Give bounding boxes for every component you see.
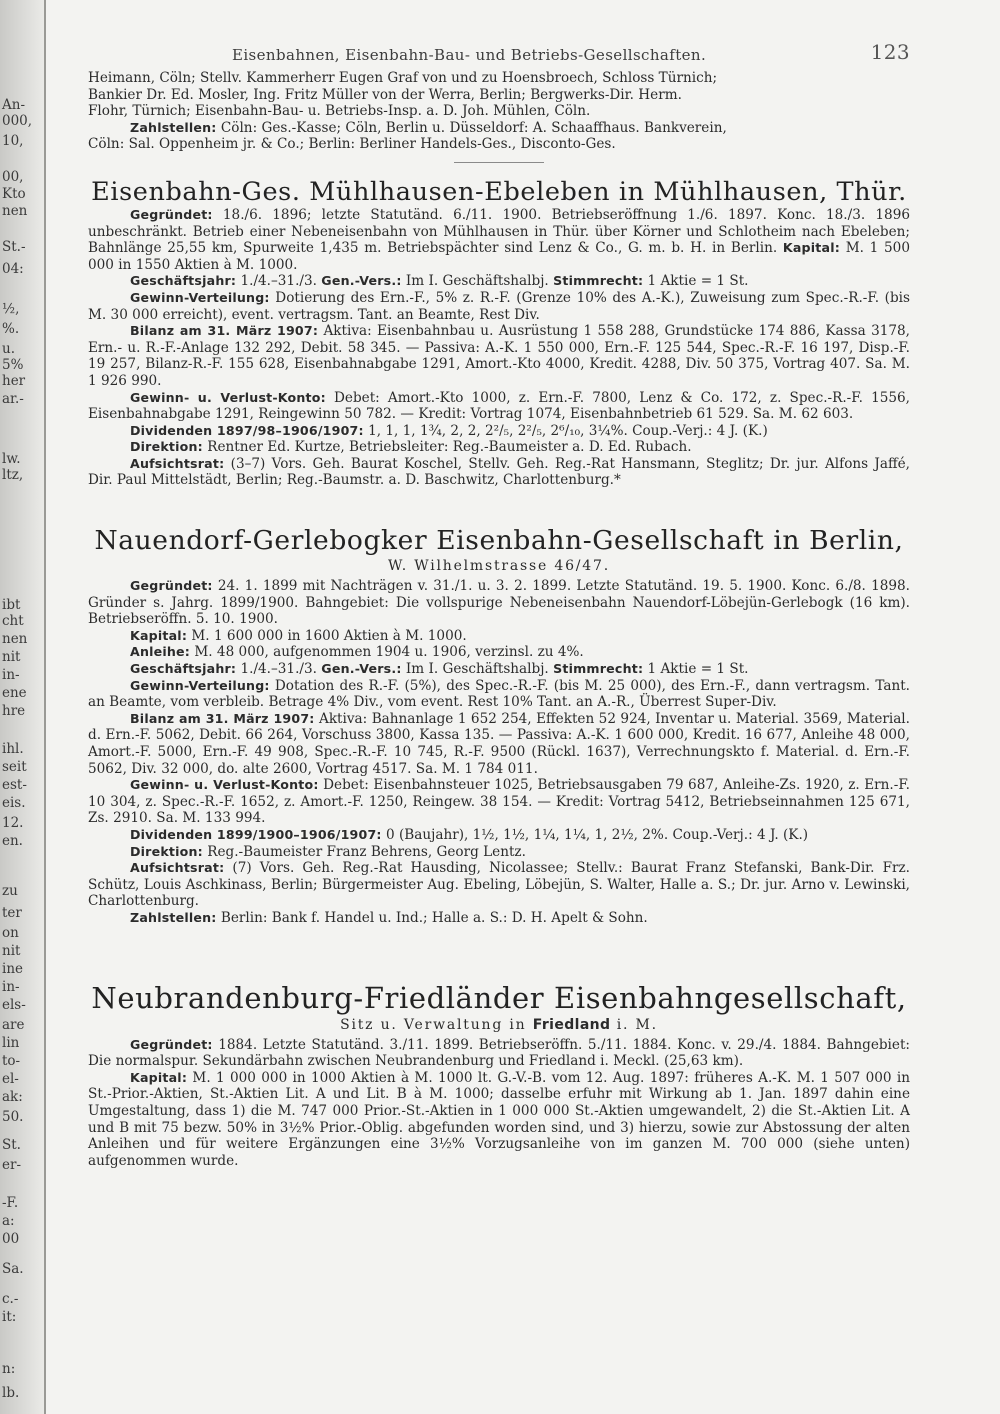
- facing-page-fragment: 000,: [2, 113, 33, 129]
- field-key: Gen.-Vers.:: [321, 661, 402, 677]
- field-key: Kapital:: [782, 240, 840, 256]
- field-text: Aktiva: Eisenbahnbau u. Ausrüstung 1 558 288, Grundstücke 174 886, Kassa 3178, Ern.- u. R.-F.-Anlage 132 292, Debit. 58 345. — Passiva: A.-K. 1 550 000, Ern.-F. 125 544, Spec.-R.-F. 16 197, Disp.-F. 19 257, Bilanz-R.-F. 155 628, Eisenbahnabgabe 1291, Amort.-Kto 4000, Kredit. 4288, Div. 50 375, Vortrag 407. Sa. M. 1 926 990.: [88, 323, 910, 389]
- entry-body: [88, 207, 910, 489]
- facing-page-fragment: nen: [2, 203, 28, 219]
- field-text: Dotierung des Ern.-F., 5% z. R.-F. (Grenze 10% des A.-K.), Zuweisung zum Spec.-R.-F. (bis M. 30 000 erreicht), event. vertragsm. Tant. an Beamte, Rest Div.: [88, 289, 910, 323]
- facing-page-fragment: el-: [2, 1071, 19, 1087]
- facing-page-fragment: -F.: [2, 1195, 19, 1211]
- field-direktion: [88, 439, 910, 456]
- field-text: 1, 1, 1, 1¾, 2, 2, 2²/₅, 2²/₅, 2⁶/₁₀, 3¼%. Coup.-Verj.: 4 J. (K.): [368, 422, 768, 439]
- facing-page-fragment: seit: [2, 759, 27, 775]
- running-header: [88, 36, 910, 70]
- field-text: Aktiva: Bahnanlage 1 652 254, Effekten 52 924, Inventar u. Material. 3569, Material. d. Ern.-F. 5062, Debit. 66 264, Vorschuss 3800, Kassa 135. — Passiva: A.-K. 1 600 000, Kredit. 16 677, Anleihe 48 000, Amort.-F. 5000, Ern.-F. 49 908, Spec.-R.-F. 10 745, R.-F. 9500 (Rückl. 1637), Verrechnungskto f. Material. d. Ern.-F. 5062, Div. 32 000, do. alte 2600, Vortrag 4517. Sa. M. 1 784 011.: [88, 710, 910, 777]
- field-key: Gegründet:: [130, 578, 213, 594]
- field-text: Berlin: Bank f. Handel u. Ind.; Halle a. S.: D. H. Apelt & Sohn.: [220, 909, 648, 926]
- field-text: 1./4.–31./3.: [240, 661, 317, 678]
- intro-line: Cöln: Sal. Oppenheim jr. & Co.; Berlin: Berliner Handels-Ges., Disconto-Ges.: [88, 136, 616, 153]
- page: [88, 36, 910, 1169]
- entry-body: [88, 578, 910, 926]
- field-text: Dotation des R.-F. (5%), des Spec.-R.-F. (bis M. 25 000), des Ern.-F., dann vertragsm. Tant. an Beamte, vom verbleib. Betrage 4% Div., vom event. Rest 10% Tant. an A.-R., Überrest Super-Div.: [88, 677, 910, 711]
- field-gegruendet: [88, 207, 910, 273]
- field-key: Zahlstellen:: [130, 909, 217, 925]
- field-text: Debet: Amort.-Kto 1000, z. Ern.-F. 7800, Lenz & Co. 172, z. Spec.-R.-F. 1556, Eisenbahnabgabe 1291, Reingewinn 50 782. — Kredit: Vortrag 1074, Eisenbahnbetrieb 61 529. Sa. M. 62 603.: [88, 389, 910, 423]
- entry-title: Eisenbahn-Ges. Mühlhausen-Ebeleben in Mühlhausen, Thür.: [91, 176, 907, 207]
- field-key: Direktion:: [130, 843, 203, 859]
- facing-page-fragment: Sa.: [2, 1261, 24, 1277]
- field-geschaeftsjahr: [88, 273, 910, 290]
- field-dividenden: [88, 423, 910, 440]
- field-gewinn-verteilung: [88, 678, 910, 711]
- field-text: Rentner Ed. Kurtze, Betriebsleiter: Reg.-Baumeister a. D. Ed. Rubach.: [207, 439, 692, 456]
- field-key: Geschäftsjahr:: [130, 273, 237, 289]
- field-key: Stimmrecht:: [553, 661, 644, 677]
- field-dividenden: [88, 827, 910, 844]
- field-key: Bilanz am 31. März 1907:: [130, 710, 315, 726]
- facing-page-fragment: est-: [2, 777, 27, 793]
- entry-subtitle: W. Wilhelmstrasse 46/47.: [388, 558, 610, 575]
- field-text: Im I. Geschäftshalbj.: [405, 661, 549, 678]
- facing-page-fragment: lb.: [2, 1385, 20, 1401]
- intro-line: Bankier Dr. Ed. Mosler, Ing. Fritz Müller von der Werra, Berlin; Bergwerks-Dir. Herm.: [88, 86, 682, 103]
- field-aufsichtsrat: [88, 860, 910, 910]
- facing-page-fragment: u.: [2, 341, 15, 357]
- facing-page-fragment: St.: [2, 1137, 21, 1153]
- facing-page-fragment: nit: [2, 649, 21, 665]
- facing-page-fragment: Kto: [2, 186, 26, 202]
- subtitle-pre: Sitz u. Verwaltung in: [340, 1016, 527, 1033]
- facing-page-fragment: lw.: [2, 451, 21, 467]
- field-text: 1./4.–31./3.: [240, 273, 317, 290]
- field-key: Kapital:: [130, 1069, 188, 1085]
- facing-page-fragment: n:: [2, 1361, 16, 1377]
- facing-page-fragment: 50.: [2, 1109, 24, 1125]
- field-bilanz: [88, 323, 910, 389]
- field-key: Bilanz am 31. März 1907:: [130, 323, 319, 339]
- facing-page-fragment: els-: [2, 997, 26, 1013]
- field-text: 1 Aktie = 1 St.: [647, 661, 749, 678]
- facing-page-fragment: ihl.: [2, 741, 24, 757]
- field-key: Gegründet:: [130, 206, 213, 222]
- facing-page-fragment: nit: [2, 943, 21, 959]
- entry-nauendorf-gerlebogker: [88, 525, 910, 926]
- entry-spacer: [88, 927, 910, 981]
- field-gewinn-verlust-konto: [88, 777, 910, 827]
- field-key: Gewinn- u. Verlust-Konto:: [130, 777, 319, 793]
- facing-page-fragment: St.-: [2, 239, 26, 255]
- field-text: Reg.-Baumeister Franz Behrens, Georg Lentz.: [207, 843, 526, 860]
- subtitle-post: i. M.: [616, 1016, 658, 1033]
- field-zahlstellen: [88, 910, 910, 927]
- facing-page-fragments: [0, 0, 42, 1414]
- intro-line: Heimann, Cöln; Stellv. Kammerherr Eugen Graf von und zu Hoensbroech, Schloss Türnich;: [88, 70, 718, 86]
- field-key: Aufsichtsrat:: [130, 860, 225, 876]
- field-kapital: [88, 628, 910, 645]
- facing-page-fragment: in-: [2, 979, 20, 995]
- field-kapital: [88, 1070, 910, 1170]
- field-key: Stimmrecht:: [553, 273, 644, 289]
- entry-title: Nauendorf-Gerlebogker Eisenbahn-Gesellschaft in Berlin,: [94, 525, 904, 557]
- facing-page-fragment: ibt: [2, 597, 21, 613]
- field-aufsichtsrat: [88, 456, 910, 489]
- facing-page-fragment: a:: [2, 1213, 15, 1229]
- entry-neubrandenburg-friedlaender: [88, 981, 910, 1170]
- field-text: M. 48 000, aufgenommen 1904 u. 1906, verzinsl. zu 4%.: [194, 644, 584, 661]
- facing-page-fragment: ter: [2, 905, 22, 921]
- facing-page-fragment: ½,: [2, 301, 20, 317]
- field-text: Cöln: Ges.-Kasse; Cöln, Berlin u. Düsseldorf: A. Schaaffhaus. Bankverein,: [220, 119, 727, 136]
- intro-block: [88, 70, 910, 153]
- field-text: 1 Aktie = 1 St.: [647, 273, 749, 290]
- facing-page-fragment: 00: [2, 1231, 20, 1247]
- facing-page-fragment: eis.: [2, 795, 26, 811]
- facing-page-fragment: hre: [2, 703, 26, 719]
- field-key: Dividenden 1899/1900–1906/1907:: [130, 826, 382, 842]
- facing-page-fragment: en.: [2, 833, 23, 849]
- field-key: Kapital:: [130, 627, 188, 643]
- field-text: M. 1 600 000 in 1600 Aktien à M. 1000.: [191, 627, 467, 644]
- facing-page-fragment: to-: [2, 1053, 21, 1069]
- field-key: Anleihe:: [130, 644, 191, 660]
- field-bilanz: [88, 711, 910, 777]
- field-text: 18./6. 1896; letzte Statutänd. 6./11. 1900. Betriebseröffnung 1./6. 1897. Konc. 18./3. 1896 unbeschränkt. Betrieb einer Nebeneisenbahn von Mühlhausen in Thür. über Körner und Schlotheim nach Ebeleben; Bahnlänge 25,55 km, Spurweite 1,435 m. Betriebspächter sind Lenz & Co., G. m. b. H. in Berlin.: [88, 206, 910, 257]
- intro-zahlstellen: [88, 120, 910, 137]
- field-key: Direktion:: [130, 439, 203, 455]
- intro-line: Flohr, Türnich; Eisenbahn-Bau- u. Betriebs-Insp. a. D. Joh. Mühlen, Cöln.: [88, 103, 591, 120]
- facing-page-fragment: 12.: [2, 815, 24, 831]
- facing-page-fragment: lin: [2, 1035, 20, 1051]
- facing-page-fragment: zu: [2, 883, 18, 899]
- field-key: Gewinn-Verteilung:: [130, 289, 270, 305]
- facing-page-fragment: ak:: [2, 1089, 23, 1105]
- facing-page-fragment: An-: [2, 97, 26, 113]
- field-key: Gegründet:: [130, 1036, 213, 1052]
- facing-page-fragment: ar.-: [2, 391, 24, 407]
- field-key: Gewinn-Verteilung:: [130, 677, 270, 693]
- field-key: Gen.-Vers.:: [321, 273, 402, 289]
- entry-title: Neubrandenburg-Friedländer Eisenbahngesellschaft,: [91, 980, 907, 1015]
- facing-page-fragment: 00,: [2, 169, 24, 185]
- field-text: M. 1 000 000 in 1000 Aktien à M. 1000 lt. G.-V.-B. vom 12. Aug. 1897: früheres A.-K. M. 1 507 000 in St.-Prior.-Aktien, St.-Aktien Lit. A und Lit. B à M. 1000; dasselbe erfuhr mit Wirkung ab 1. Jan. 1897 dahin eine Umgestaltung, dass 1) die M. 747 000 Prior.-St.-Aktien in 1 000 000 St.-Aktien umgewandelt, 2) die St.-Aktien Lit. A und B mit 75 bezw. 50% in 3½% Prior.-Oblig. abgefunden worden sind, und 3) hierzu, sowie zur Abstossung der alten Anleihen und für weitere Ergänzungen eine 3½% Vorzugsanleihe von im ganzen M. 700 000 (siehe unten) aufgenommen wurde.: [88, 1069, 910, 1169]
- field-text: M. 1 500 000 in 1550 Aktien à M. 1000.: [88, 240, 910, 273]
- facing-page-fragment: ltz,: [2, 467, 24, 483]
- facing-page-fragment: ine: [2, 961, 24, 977]
- field-key: Aufsichtsrat:: [130, 455, 225, 471]
- entry-spacer: [88, 489, 910, 525]
- field-text: Im I. Geschäftshalbj.: [405, 273, 549, 290]
- entry-subtitle: [88, 1017, 910, 1033]
- facing-page-fragment: her: [2, 373, 26, 389]
- book-gutter-line: [44, 0, 46, 1414]
- facing-page-fragment: c.-: [2, 1291, 19, 1307]
- facing-page-fragment: cht: [2, 613, 24, 629]
- field-gegruendet: [88, 578, 910, 628]
- facing-page-fragment: ene: [2, 685, 27, 701]
- facing-page-fragment: 5%: [2, 357, 24, 373]
- field-key: Zahlstellen:: [130, 119, 217, 135]
- facing-page-fragment: nen: [2, 631, 28, 647]
- entry-body: [88, 1037, 910, 1170]
- subtitle-place: Friedland: [532, 1016, 611, 1033]
- facing-page-fragment: on: [2, 925, 19, 941]
- facing-page-fragment: are: [2, 1017, 25, 1033]
- field-key: Geschäftsjahr:: [130, 661, 237, 677]
- facing-page-fragment: in-: [2, 667, 20, 683]
- field-gewinn-verteilung: [88, 290, 910, 323]
- field-text: Debet: Eisenbahnsteuer 1025, Betriebsausgaben 79 687, Anleihe-Zs. 1920, z. Ern.-F. 10 304, z. Spec.-R.-F. 1652, z. Amort.-F. 1250, Reingew. 38 154. — Kredit: Vortrag 5412, Betriebseinnahmen 125 671, Zs. 2910. Sa. M. 133 994.: [88, 777, 910, 827]
- field-geschaeftsjahr: [88, 661, 910, 678]
- facing-page-fragment: 10,: [2, 133, 24, 149]
- field-key: Dividenden 1897/98–1906/1907:: [130, 422, 364, 438]
- running-title: Eisenbahnen, Eisenbahn-Bau- und Betriebs-Gesellschaften.: [232, 46, 707, 64]
- facing-page-fragment: %.: [2, 321, 20, 337]
- facing-page-fragment: er-: [2, 1157, 22, 1173]
- field-text: (7) Vors. Geh. Reg.-Rat Hausding, Nicolassee; Stellv.: Baurat Franz Stefanski, Bank-Dir. Frz. Schütz, Louis Aschkinass, Berlin; Bürgermeister Aug. Ebeling, Löbejün, S. Walter, Halle a. S.; Dr. jur. Arno v. Lewinski, Charlottenburg.: [88, 860, 910, 910]
- field-text: 1884. Letzte Statutänd. 3./11. 1899. Betriebseröffn. 5./11. 1884. Konc. v. 29./4. 1884. Bahngebiet: Die normalspur. Sekundärbahn zwischen Neubrandenburg und Friedland i. Meckl. (25,63 km).: [88, 1036, 910, 1070]
- field-gegruendet: [88, 1037, 910, 1070]
- separator-rule: [454, 162, 544, 163]
- field-direktion: [88, 844, 910, 861]
- field-text: (3–7) Vors. Geh. Baurat Koschel, Stellv. Geh. Reg.-Rat Hansmann, Steglitz; Dr. jur. Alfons Jaffé, Dir. Paul Mittelstädt, Berlin; Reg.-Baumstr. a. D. Baschwitz, Charlottenburg.*: [88, 455, 910, 489]
- field-gewinn-verlust-konto: [88, 390, 910, 423]
- field-anleihe: [88, 644, 910, 661]
- entry-muehlhausen-ebeleben: [88, 177, 910, 489]
- field-text: 0 (Baujahr), 1½, 1½, 1¼, 1¼, 1, 2½, 2%. Coup.-Verj.: 4 J. (K.): [386, 826, 809, 843]
- facing-page-fragment: 04:: [2, 261, 24, 277]
- facing-page-fragment: it:: [2, 1309, 17, 1325]
- page-number: 123: [870, 40, 910, 64]
- field-text: 24. 1. 1899 mit Nachträgen v. 31./1. u. 3. 2. 1899. Letzte Statutänd. 19. 5. 1900. Konc. 6./8. 1898. Gründer s. Jahrg. 1899/1900. Bahngebiet: Die vollspurige Nebeneisenbahn Nauendorf-Löbejün-Gerlebogk (16 km). Betriebseröffn. 5. 10. 1900.: [88, 578, 910, 628]
- field-key: Gewinn- u. Verlust-Konto:: [130, 389, 326, 405]
